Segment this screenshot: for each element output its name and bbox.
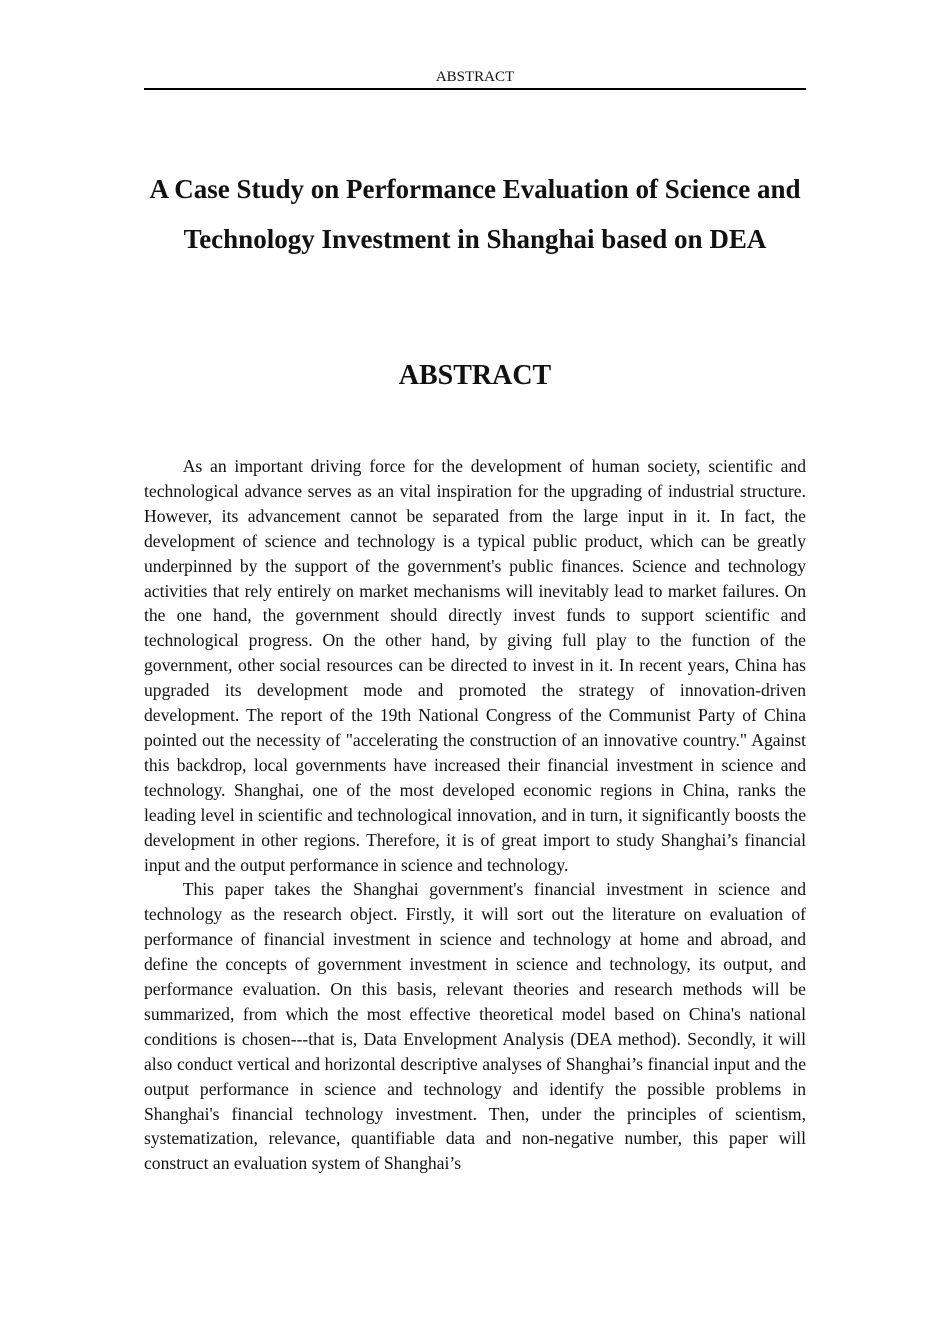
abstract-paragraph: As an important driving force for the development of human society, scientific and technological advance serves as an vital inspiration for the upgrading of industrial structure. However, its advancement cannot be separated from the large input in it. In fact, the development of science and technology is a typical public product, which can be greatly underpinned by the support of the government's public finances. Science and technology activities that rely entirely on market mechanisms will inevitably lead to market failures. On the one hand, the government should directly invest funds to support scientific and technological progress. On the other hand, by giving full play to the function of the government, other social resources can be directed to invest in it. In recent years, China has upgraded its development mode and promoted the strategy of innovation-driven development. The report of the 19th National Congress of the Communist Party of China pointed out the necessity of "accelerating the construction of an innovative country." Against this backdrop, local governments have increased their financial investment in science and technology. Shanghai, one of the most developed economic regions in China, ranks the leading level in scientific and technological innovation, and in turn, it significantly boosts the development in other regions. Therefore, it is of great import to study Shanghai’s financial input and the output performance in science and technology. — [144, 456, 806, 875]
running-header: ABSTRACT — [144, 68, 806, 90]
abstract-body — [144, 454, 806, 1176]
abstract-paragraph: This paper takes the Shanghai government's financial investment in science and technology as the research object. Firstly, it will sort out the literature on evaluation of performance of financial investment in science and technology at home and abroad, and define the concepts of government investment in science and technology, its output, and performance evaluation. On this basis, relevant theories and research methods will be summarized, from which the most effective theoretical model based on China's national conditions is chosen---that is, Data Envelopment Analysis (DEA method). Secondly, it will also conduct vertical and horizontal descriptive analyses of Shanghai’s financial input and the output performance in science and technology and identify the possible problems in Shanghai's financial technology investment. Then, under the principles of scientism, systematization, relevance, quantifiable data and non-negative number, this paper will construct an evaluation system of Shanghai’s — [144, 879, 806, 1174]
abstract-heading: ABSTRACT — [398, 360, 552, 391]
paper-title: A Case Study on Performance Evaluation of Science and Technology Investment in Shanghai based on DEA — [149, 174, 801, 254]
